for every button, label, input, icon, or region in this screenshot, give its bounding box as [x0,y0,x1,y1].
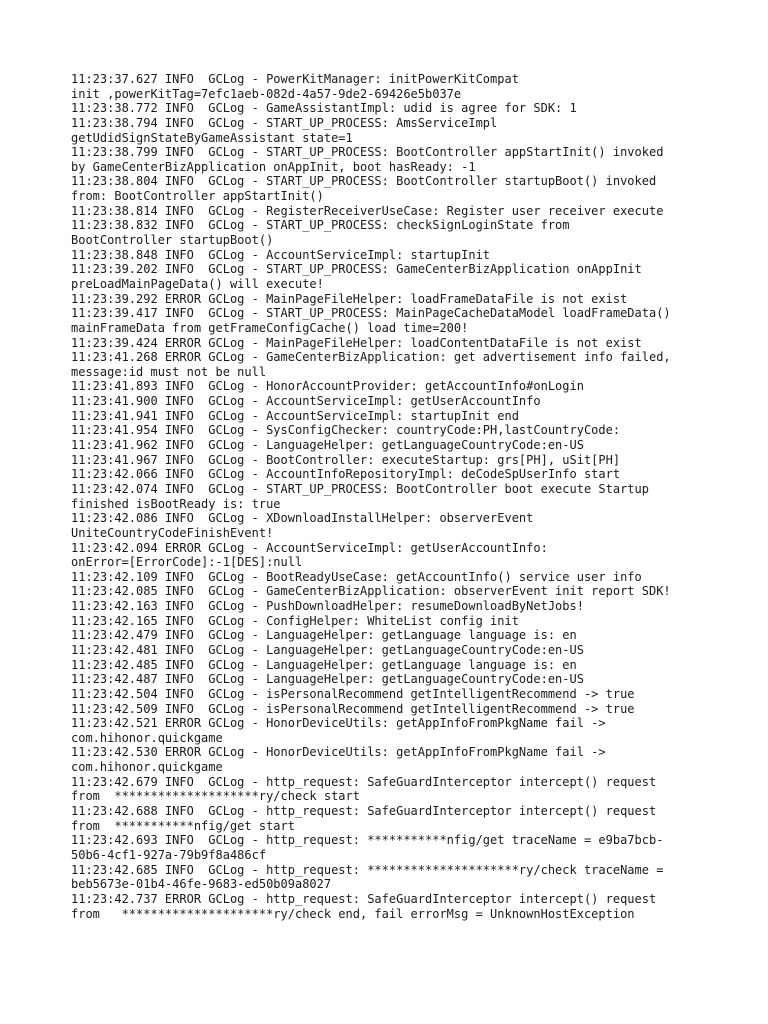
log-line: 11:23:42.504 INFO GCLog - isPersonalRecommend getIntelligentRecommend -> true [71,686,635,701]
log-line: 11:23:42.509 INFO GCLog - isPersonalRecommend getIntelligentRecommend -> true [71,701,635,716]
log-line: 11:23:42.165 INFO GCLog - ConfigHelper: WhiteList config init [71,613,519,628]
log-line: 11:23:42.479 INFO GCLog - LanguageHelper: getLanguage language is: en [71,628,577,643]
log-line: BootController startupBoot() [71,233,274,248]
log-line: 11:23:42.679 INFO GCLog - http_request: SafeGuardInterceptor intercept() request [71,774,657,789]
log-line: 11:23:42.693 INFO GCLog - http_request: ***********nfig/get traceName = e9ba7bcb- [71,833,664,848]
log-line: 11:23:42.487 INFO GCLog - LanguageHelper: getLanguageCountryCode:en-US [71,672,584,687]
log-line: 11:23:42.485 INFO GCLog - LanguageHelper: getLanguage language is: en [71,657,577,672]
log-line: beb5673e-01b4-46fe-9683-ed50b09a8027 [71,877,332,892]
log-line: 11:23:38.794 INFO GCLog - START_UP_PROCESS: AmsServiceImpl [71,115,498,130]
log-line: 50b6-4cf1-927a-79b9f8a486cf [71,847,267,862]
log-line: 11:23:42.094 ERROR GCLog - AccountServiceImpl: getUserAccountInfo: [71,540,548,555]
log-line: 11:23:42.481 INFO GCLog - LanguageHelper: getLanguageCountryCode:en-US [71,642,584,657]
log-line: preLoadMainPageData() will execute! [71,276,324,291]
log-line: 11:23:42.521 ERROR GCLog - HonorDeviceUtils: getAppInfoFromPkgName fail -> [71,716,606,731]
log-line: from ********************ry/check start [71,789,360,804]
log-line: 11:23:38.804 INFO GCLog - START_UP_PROCESS: BootController startupBoot() invoked [71,174,657,189]
log-line: 11:23:42.074 INFO GCLog - START_UP_PROCESS: BootController boot execute Startup [71,481,649,496]
log-line: 11:23:38.832 INFO GCLog - START_UP_PROCESS: checkSignLoginState from [71,218,570,233]
log-line: com.hihonor.quickgame [71,760,223,775]
log-line: 11:23:41.900 INFO GCLog - AccountServiceImpl: getUserAccountInfo [71,394,541,409]
log-line: com.hihonor.quickgame [71,730,223,745]
log-line: 11:23:38.848 INFO GCLog - AccountServiceImpl: startupInit [71,247,491,262]
log-line: UniteCountryCodeFinishEvent! [71,525,274,540]
log-line: 11:23:41.941 INFO GCLog - AccountServiceImpl: startupInit end [71,408,519,423]
log-line: 11:23:39.292 ERROR GCLog - MainPageFileHelper: loadFrameDataFile is not exist [71,291,628,306]
log-line: message:id must not be null [71,364,267,379]
log-line: 11:23:41.268 ERROR GCLog - GameCenterBizApplication: get advertisement info failed, [71,350,671,365]
log-line: 11:23:39.424 ERROR GCLog - MainPageFileHelper: loadContentDataFile is not exist [71,335,642,350]
log-document [71,72,751,921]
log-line: from *********************ry/check end, fail errorMsg = UnknownHostException [71,906,635,921]
log-line: 11:23:38.799 INFO GCLog - START_UP_PROCESS: BootController appStartInit() invoked [71,145,664,160]
log-line: mainFrameData from getFrameConfigCache() load time=200! [71,320,469,335]
log-line: 11:23:38.772 INFO GCLog - GameAssistantImpl: udid is agree for SDK: 1 [71,101,577,116]
log-line: 11:23:42.086 INFO GCLog - XDownloadInstallHelper: observerEvent [71,511,534,526]
log-line: 11:23:42.066 INFO GCLog - AccountInfoRepositoryImpl: deCodeSpUserInfo start [71,467,621,482]
log-line: 11:23:41.893 INFO GCLog - HonorAccountProvider: getAccountInfo#onLogin [71,379,584,394]
log-line: 11:23:42.685 INFO GCLog - http_request: *********************ry/check traceName = [71,862,664,877]
log-line: 11:23:42.085 INFO GCLog - GameCenterBizApplication: observerEvent init report SDK! [71,584,671,599]
log-line: onError=[ErrorCode]:-1[DES]:null [71,555,303,570]
log-line: 11:23:42.163 INFO GCLog - PushDownloadHelper: resumeDownloadByNetJobs! [71,599,584,614]
log-line: 11:23:41.967 INFO GCLog - BootController: executeStartup: grs[PH], uSit[PH] [71,452,621,467]
log-line: 11:23:42.530 ERROR GCLog - HonorDeviceUtils: getAppInfoFromPkgName fail -> [71,745,606,760]
log-line: 11:23:37.627 INFO GCLog - PowerKitManager: initPowerKitCompat [71,72,519,86]
log-line: from ***********nfig/get start [71,818,295,833]
log-line: 11:23:38.814 INFO GCLog - RegisterReceiverUseCase: Register user receiver execute [71,203,664,218]
log-line: 11:23:39.202 INFO GCLog - START_UP_PROCESS: GameCenterBizApplication onAppInit [71,262,642,277]
log-line: 11:23:42.109 INFO GCLog - BootReadyUseCase: getAccountInfo() service user info [71,569,642,584]
log-line: 11:23:39.417 INFO GCLog - START_UP_PROCESS: MainPageCacheDataModel loadFrameData() [71,306,671,321]
log-line: getUdidSignStateByGameAssistant state=1 [71,130,353,145]
log-line: init ,powerKitTag=7efc1aeb-082d-4a57-9de2-69426e5b037e [71,86,462,101]
log-line: 11:23:41.962 INFO GCLog - LanguageHelper: getLanguageCountryCode:en-US [71,438,584,453]
log-line: by GameCenterBizApplication onAppInit, boot hasReady: -1 [71,159,476,174]
log-line: 11:23:42.688 INFO GCLog - http_request: SafeGuardInterceptor intercept() request [71,804,657,819]
log-line: 11:23:41.954 INFO GCLog - SysConfigChecker: countryCode:PH,lastCountryCode: [71,423,621,438]
log-line: from: BootController appStartInit() [71,189,324,204]
log-line: finished isBootReady is: true [71,496,281,511]
log-line: 11:23:42.737 ERROR GCLog - http_request: SafeGuardInterceptor intercept() request [71,891,657,906]
